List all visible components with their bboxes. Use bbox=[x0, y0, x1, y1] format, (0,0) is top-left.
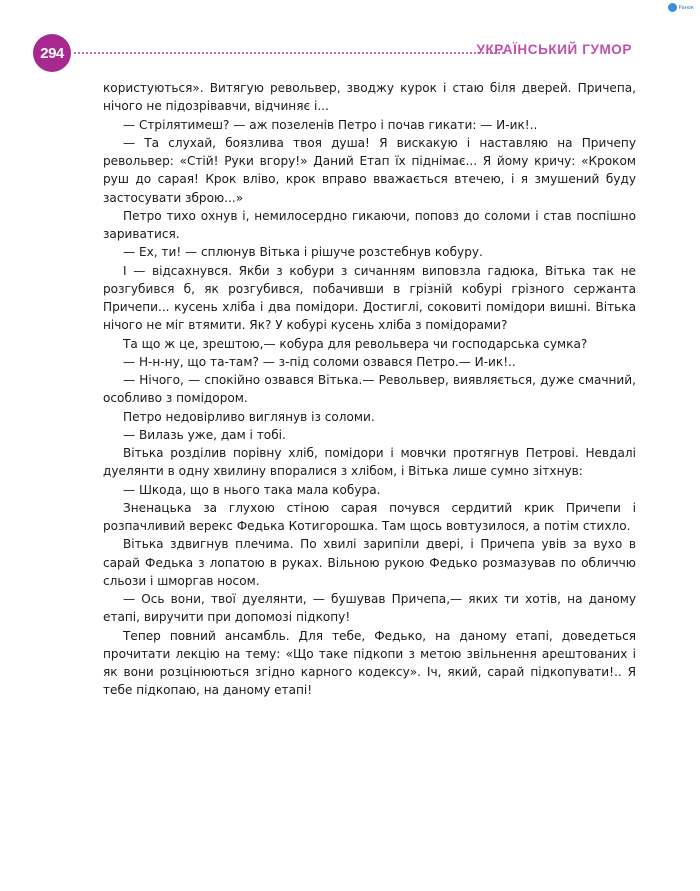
paragraph: — Вилазь уже, дам і тобі. bbox=[123, 427, 286, 442]
paragraph: користуються». Витягую револьвер, зводжу курок і стаю біля дверей. Причепа, нічого не підозрівавчи, відчиняє і... bbox=[103, 81, 636, 114]
paragraph: Тепер повний ансамбль. Для тебе, Федько, на даному етапі, доведеться прочитати лекцію на тему: «Що таке підкопи з метою звільнення арештованих і як вони розцінюються згідно карного кодексу». Іч, який, сарай підкопувати!.. Я тебе підкопаю, на даному етапі! bbox=[103, 628, 636, 698]
paragraph: Зненацька за глухою стіною сарая почувся сердитий крик Причепи і розпачливий верекс Федька Котигорошка. Там щось вовтузилося, а потім стихло. bbox=[103, 500, 636, 533]
page-number: 294 bbox=[33, 34, 71, 72]
paragraph: — Н-н-ну, що та-там? — з-під соломи озвався Петро.— И-ик!.. bbox=[123, 354, 516, 369]
publisher-logo-icon bbox=[668, 3, 677, 12]
section-title: УКРАЇНСЬКИЙ ГУМОР bbox=[476, 42, 632, 57]
paragraph: Петро тихо охнув і, немилосердно гикаючи, поповз до соломи і став поспішно зариватися. bbox=[103, 208, 636, 241]
paragraph: Вітька розділив порівну хліб, помідори і мовчки протягнув Петрові. Невдалі дуелянти в одну хвилину впоралися з хлібом, і Вітька лише сумно зітхнув: bbox=[103, 446, 636, 479]
paragraph: — Шкода, що в нього така мала кобура. bbox=[123, 482, 381, 497]
paragraph: Петро недовірливо виглянув із соломи. bbox=[123, 409, 375, 424]
paragraph: І — відсахнувся. Якби з кобури з сичанням виповзла гадюка, Вітька так не розгубився б, як розгубився, побачивши в грізній кобурі грізного сержанта Причепи... кусень хліба і два помідори. Достиглі, соковиті помідори вишні. Вітька нічого не міг втямити. Як? У кобурі кусень хліба з помідорами? bbox=[103, 263, 636, 333]
paragraph: — Ех, ти! — сплюнув Вітька і рішуче розстебнув кобуру. bbox=[123, 245, 483, 260]
header-dotted-divider bbox=[74, 52, 504, 54]
paragraph: Та що ж це, зрештою,— кобура для револьвера чи господарська сумка? bbox=[123, 336, 588, 351]
publisher-logo bbox=[668, 3, 694, 12]
story-text bbox=[103, 79, 636, 700]
paragraph: — Нічого, — спокійно озвався Вітька.— Револьвер, виявляється, дуже смачний, особливо з помідором. bbox=[103, 373, 636, 406]
publisher-logo-text: Ранок bbox=[678, 4, 694, 11]
paragraph: — Ось вони, твої дуелянти, — бушував Причепа,— яких ти хотів, на даному етапі, виручити при допомозі підкопу! bbox=[103, 592, 636, 625]
paragraph: — Стрілятимеш? — аж позеленів Петро і почав гикати: — И-ик!.. bbox=[123, 117, 538, 132]
paragraph: — Та слухай, боязлива твоя душа! Я вискакую і наставляю на Причепу револьвер: «Стій! Руки вгору!» Даний Етап їх піднімає... Я йому кричу: «Кроком руш до сарая! Крок вліво, крок вправо вважається втечею, і я змушений буду застосувати зброю...» bbox=[103, 135, 636, 205]
paragraph: Вітька здвигнув плечима. По хвилі зарипіли двері, і Причепа увів за вухо в сарай Федька з лопатою в руках. Вільною рукою Федько розмазував по обличчю сльози і шморгав носом. bbox=[103, 537, 636, 588]
